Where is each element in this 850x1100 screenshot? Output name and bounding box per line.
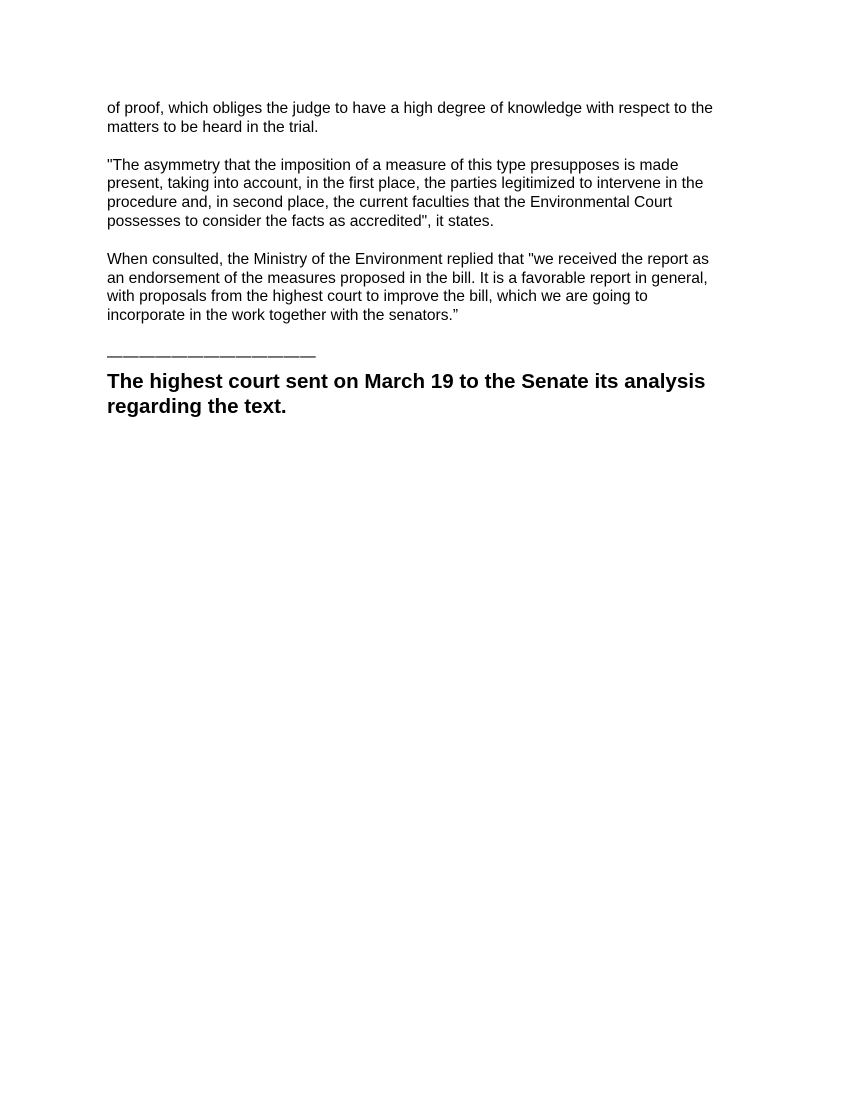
headline: The highest court sent on March 19 to the Senate its analysis regarding the text. bbox=[107, 369, 706, 418]
paragraph-ministry-reply: When consulted, the Ministry of the Environment replied that "we received the report as an endorsement of the measures proposed in the bill. It is a favorable report in general, with proposals from the highest court to improve the bill, which we are going to incorporate in the work together with the senators.” bbox=[107, 250, 709, 325]
paragraph-asymmetry-quote: "The asymmetry that the imposition of a measure of this type presupposes is made present, taking into account, in the first place, the parties legitimized to intervene in the procedure and, in second place, the current faculties that the Environmental Court possesses to consider the facts as accredited", it states. bbox=[107, 156, 704, 230]
document-page bbox=[107, 100, 747, 419]
separator-rule: ————————————— bbox=[107, 347, 317, 365]
paragraph-proof: of proof, which obliges the judge to have a high degree of knowledge with respect to the matters to be heard in the trial. bbox=[107, 100, 713, 136]
